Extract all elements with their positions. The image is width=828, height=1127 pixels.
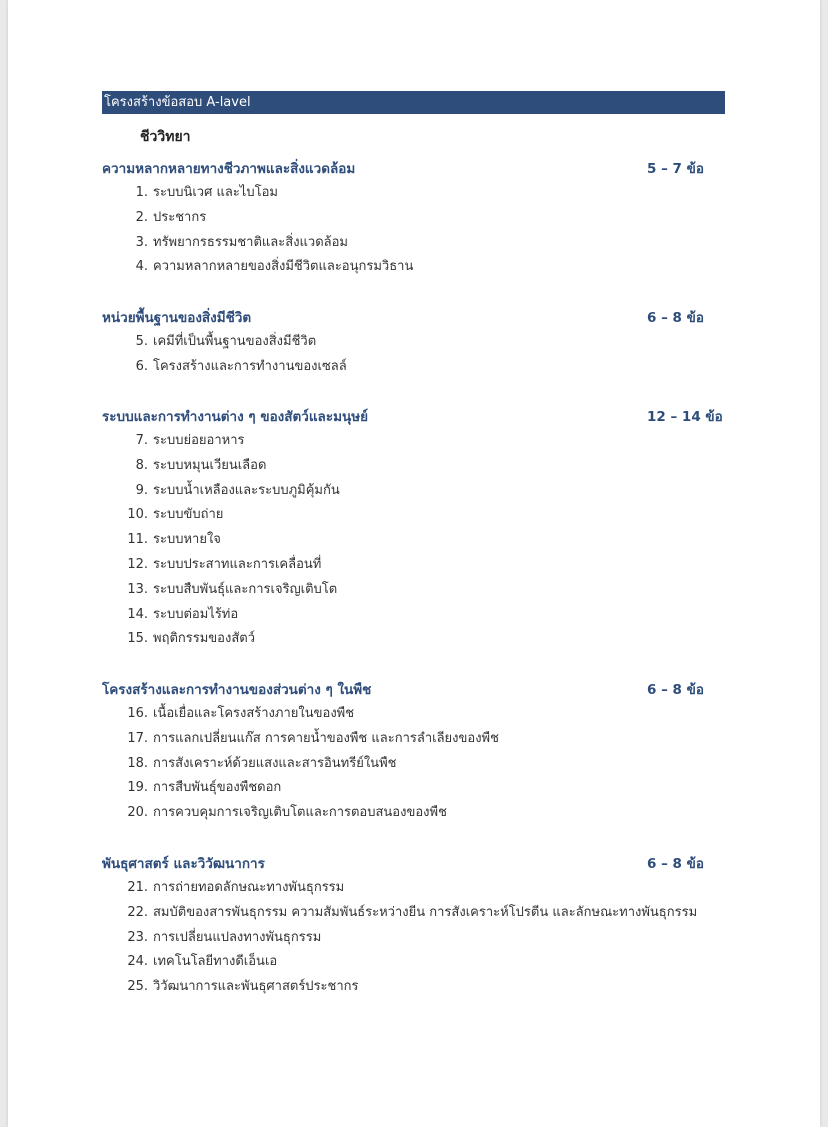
list-item	[8, 503, 820, 528]
list-item	[8, 926, 820, 951]
list-item	[8, 975, 820, 1000]
list-item	[8, 876, 820, 901]
item-text: การควบคุมการเจริญเติบโตและการตอบสนองของพืช	[153, 805, 447, 821]
item-text: ความหลากหลายของสิ่งมีชีวิตและอนุกรมวิธาน	[153, 259, 414, 275]
item-text: ระบบหายใจ	[153, 532, 221, 548]
list-item	[8, 727, 820, 752]
item-number: 20.	[127, 805, 148, 821]
section-title: ความหลากหลายทางชีวภาพและสิ่งแวดล้อม	[102, 161, 356, 177]
section-title: โครงสร้างและการทำงานของส่วนต่าง ๆ ในพืช	[102, 682, 372, 698]
section-question-count: 6 – 8 ข้อ	[647, 856, 704, 872]
section-animal-systems	[8, 405, 820, 652]
item-text: การสืบพันธุ์ของพืชดอก	[153, 780, 282, 796]
item-text: การแลกเปลี่ยนแก๊ส การคายน้ำของพืช และการลำเลียงของพืช	[153, 730, 499, 746]
item-number: 21.	[127, 880, 148, 895]
item-number: 14.	[127, 606, 148, 622]
list-item	[8, 776, 820, 801]
item-number: 15.	[127, 631, 148, 647]
section-question-count: 12 – 14 ข้อ	[647, 409, 723, 425]
list-item	[8, 479, 820, 504]
list-item	[8, 752, 820, 777]
item-number: 7.	[135, 433, 148, 448]
list-item	[8, 553, 820, 578]
item-text: เทคโนโลยีทางดีเอ็นเอ	[153, 954, 278, 970]
list-item	[8, 950, 820, 975]
list-item	[8, 627, 820, 652]
item-text: ระบบประสาทและการเคลื่อนที่	[153, 556, 322, 572]
item-number: 18.	[127, 755, 148, 771]
item-number: 22.	[127, 904, 148, 920]
section-question-count: 6 – 8 ข้อ	[647, 310, 704, 326]
item-text: การสังเคราะห์ด้วยแสงและสารอินทรีย์ในพืช	[153, 755, 397, 771]
item-text: การถ่ายทอดลักษณะทางพันธุกรรม	[153, 880, 345, 895]
item-number: 9.	[135, 482, 148, 498]
item-number: 13.	[127, 581, 148, 597]
list-item	[8, 330, 820, 355]
list-item	[8, 181, 820, 206]
section-plant-structure	[8, 678, 820, 826]
item-text: พฤติกรรมของสัตว์	[153, 631, 256, 647]
item-text: การเปลี่ยนแปลงทางพันธุกรรม	[153, 929, 322, 945]
item-text: ทรัพยากรธรรมชาติและสิ่งแวดล้อม	[153, 234, 348, 250]
list-item	[8, 231, 820, 256]
list-item	[8, 801, 820, 826]
section-question-count: 6 – 8 ข้อ	[647, 682, 704, 698]
item-text: เคมีที่เป็นพื้นฐานของสิ่งมีชีวิต	[153, 334, 317, 349]
item-text: ระบบนิเวศ และไบโอม	[153, 185, 278, 200]
item-text: เนื้อเยื่อและโครงสร้างภายในของพืช	[153, 706, 355, 721]
item-text: ระบบต่อมไร้ท่อ	[153, 606, 239, 622]
item-number: 4.	[135, 259, 148, 275]
item-text: ประชากร	[153, 209, 207, 225]
item-number: 25.	[127, 979, 148, 995]
subject-heading: ชีววิทยา	[140, 129, 191, 145]
document-title-bar: โครงสร้างข้อสอบ A-lavel	[102, 91, 725, 114]
item-text: โครงสร้างและการทำงานของเซลล์	[153, 358, 347, 374]
item-number: 23.	[127, 929, 148, 945]
item-number: 8.	[135, 457, 148, 473]
list-item	[8, 901, 820, 926]
list-item	[8, 528, 820, 553]
item-number: 17.	[127, 730, 148, 746]
section-title: หน่วยพื้นฐานของสิ่งมีชีวิต	[102, 310, 252, 326]
item-text: ระบบน้ำเหลืองและระบบภูมิคุ้มกัน	[153, 482, 340, 498]
item-number: 6.	[135, 358, 148, 374]
item-number: 3.	[135, 234, 148, 250]
item-text: ระบบหมุนเวียนเลือด	[153, 457, 267, 473]
item-text: ระบบขับถ่าย	[153, 507, 224, 523]
list-item	[8, 454, 820, 479]
list-item	[8, 355, 820, 380]
section-genetics-evolution	[8, 852, 820, 1000]
item-number: 11.	[127, 532, 148, 548]
document-page	[8, 0, 820, 1127]
item-number: 2.	[135, 209, 148, 225]
list-item	[8, 702, 820, 727]
item-text: สมบัติของสารพันธุกรรม ความสัมพันธ์ระหว่างยีน การสังเคราะห์โปรตีน และลักษณะทางพันธุกรรม	[153, 904, 698, 920]
section-cell-basics	[8, 306, 820, 380]
list-item	[8, 206, 820, 231]
item-text: ระบบย่อยอาหาร	[153, 433, 245, 448]
item-number: 10.	[127, 507, 148, 523]
item-text: วิวัฒนาการและพันธุศาสตร์ประชากร	[153, 979, 359, 995]
item-number: 16.	[127, 706, 148, 721]
section-title: ระบบและการทำงานต่าง ๆ ของสัตว์และมนุษย์	[102, 409, 369, 425]
section-question-count: 5 – 7 ข้อ	[647, 161, 704, 177]
item-number: 19.	[127, 780, 148, 796]
item-text: ระบบสืบพันธุ์และการเจริญเติบโต	[153, 581, 338, 597]
item-number: 12.	[127, 556, 148, 572]
list-item	[8, 578, 820, 603]
item-number: 24.	[127, 954, 148, 970]
item-number: 5.	[135, 334, 148, 349]
list-item	[8, 429, 820, 454]
list-item	[8, 603, 820, 628]
list-item	[8, 255, 820, 280]
item-number: 1.	[135, 185, 148, 200]
section-biodiversity	[8, 157, 820, 280]
section-title: พันธุศาสตร์ และวิวัฒนาการ	[102, 856, 265, 872]
